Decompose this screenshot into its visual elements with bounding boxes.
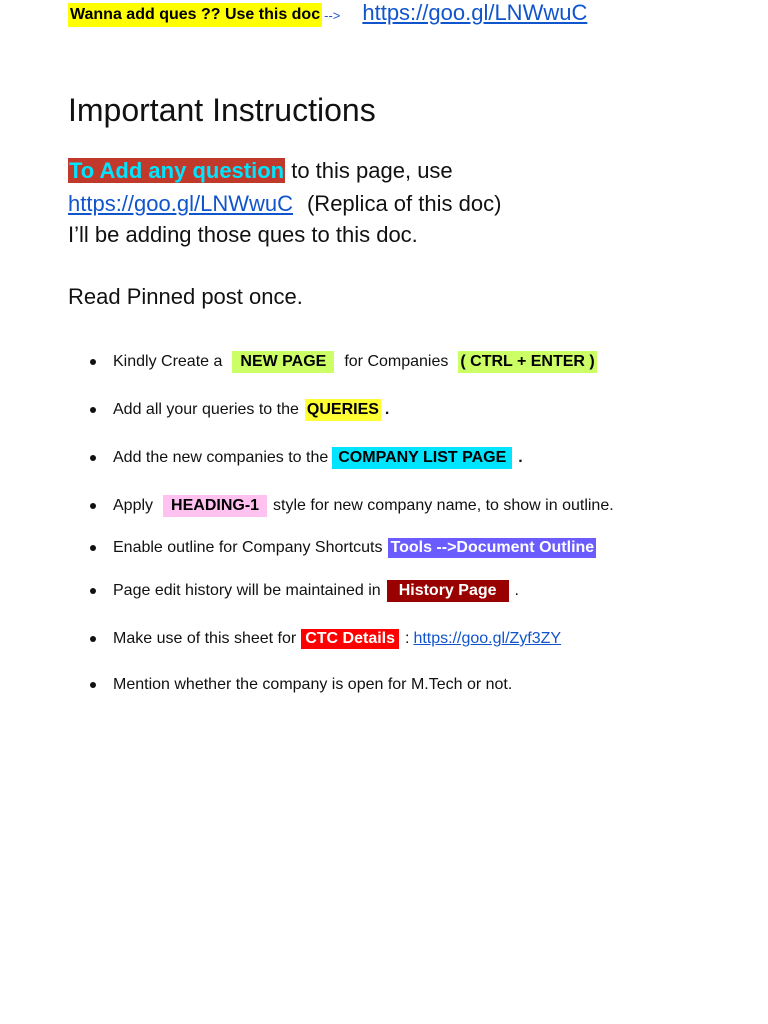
heading-1-tag: HEADING-1 [163,495,267,517]
bullet-mtech [90,676,512,694]
bullet-dot-icon [90,636,96,642]
bullet-text: Add all your queries to the [113,401,299,418]
bullet-history [90,580,519,602]
bullet-text: for Companies [344,353,449,370]
bullet-text: Page edit history will be maintained in [113,582,381,599]
ctc-sheet-link[interactable]: https://goo.gl/Zyf3ZY [413,630,562,647]
top-arrow-text: --> [324,7,341,23]
bullet-queries [90,399,389,421]
bullet-outline [90,538,596,558]
intro-line-2 [68,191,501,217]
bullet-heading-style [90,495,614,517]
bullet-colon: : [405,630,410,647]
bullet-dot-icon [90,545,96,551]
bullet-dot-icon [90,359,96,365]
page-title: Important Instructions [68,92,376,128]
ctrl-enter-tag: ( CTRL + ENTER ) [458,351,596,373]
history-page-tag: History Page [387,580,509,602]
bullet-dot-icon [90,455,96,461]
bullet-text: Kindly Create a [113,353,223,370]
company-list-page-tag: COMPANY LIST PAGE [332,447,512,469]
new-page-tag: NEW PAGE [232,351,334,373]
bullet-text: Add the new companies to the [113,449,329,466]
intro-line-3: I’ll be adding those ques to this doc. [68,222,418,247]
intro-doc-link[interactable]: https://goo.gl/LNWwuC [68,191,293,216]
bullet-period: . [518,449,523,466]
bullet-period: . [514,582,519,599]
bullet-dot-icon [90,407,96,413]
bullet-text: Enable outline for Company Shortcuts [113,539,383,556]
bullet-dot-icon [90,588,96,594]
intro-line-1 [68,158,453,184]
bullet-text: Apply [113,497,154,514]
ctc-details-tag: CTC Details [301,629,399,649]
bullet-dot-icon [90,682,96,688]
bullet-new-page [90,351,597,373]
top-banner [68,0,587,30]
top-highlight-text: Wanna add ques ?? Use this doc [68,3,322,27]
bullet-text: Make use of this sheet for [113,630,297,647]
bullet-text: Mention whether the company is open for M.Tech or not. [113,676,513,693]
top-doc-link[interactable]: https://goo.gl/LNWwuC [362,0,588,25]
intro-after-link: (Replica of this doc) [306,191,502,216]
bullet-ctc [90,629,561,649]
queries-tag: QUERIES [305,399,381,421]
bullet-text: style for new company name, to show in outline. [273,497,614,514]
bullet-dot-icon [90,503,96,509]
add-question-highlight: To Add any question [69,158,285,183]
intro-after-highlight: to this page, use [285,158,453,183]
document-outline-tag: Tools -->Document Outline [390,539,595,556]
bullet-company-list [90,447,523,469]
bullet-period: . [384,401,390,418]
read-pinned-text: Read Pinned post once. [68,284,303,309]
